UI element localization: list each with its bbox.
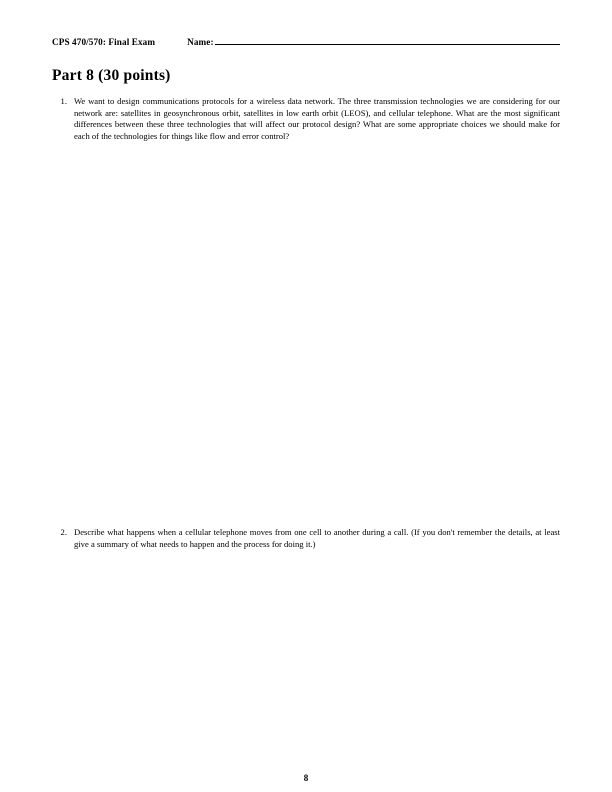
question-number: 2. <box>60 527 67 537</box>
list-item <box>52 96 560 142</box>
question-list-second <box>52 527 560 550</box>
question-text: We want to design communications protocols for a wireless data network. The three transmission technologies we are considering for our network are: satellites in geosynchronous orbit, satellites in low earth orbit (LEOS), and cellular telephone. What are the most significant differences between these three technologies that will affect our protocol design? What are some appropriate choices we should make for each of the technologies for things like flow and error control? <box>74 96 560 141</box>
course-exam-title: CPS 470/570: Final Exam <box>52 37 156 47</box>
list-item <box>52 527 560 550</box>
page-number: 8 <box>303 773 309 783</box>
question-list <box>52 96 560 142</box>
page-title: Part 8 (30 points) <box>52 67 171 84</box>
name-label: Name: <box>187 37 214 47</box>
exam-header <box>52 36 560 47</box>
name-blank-line <box>215 36 560 45</box>
question-text: Describe what happens when a cellular telephone moves from one cell to another during a call. (If you don't remember the details, at least give a summary of what needs to happen and the process for doing it.) <box>74 527 560 549</box>
question-number: 1. <box>60 96 67 106</box>
